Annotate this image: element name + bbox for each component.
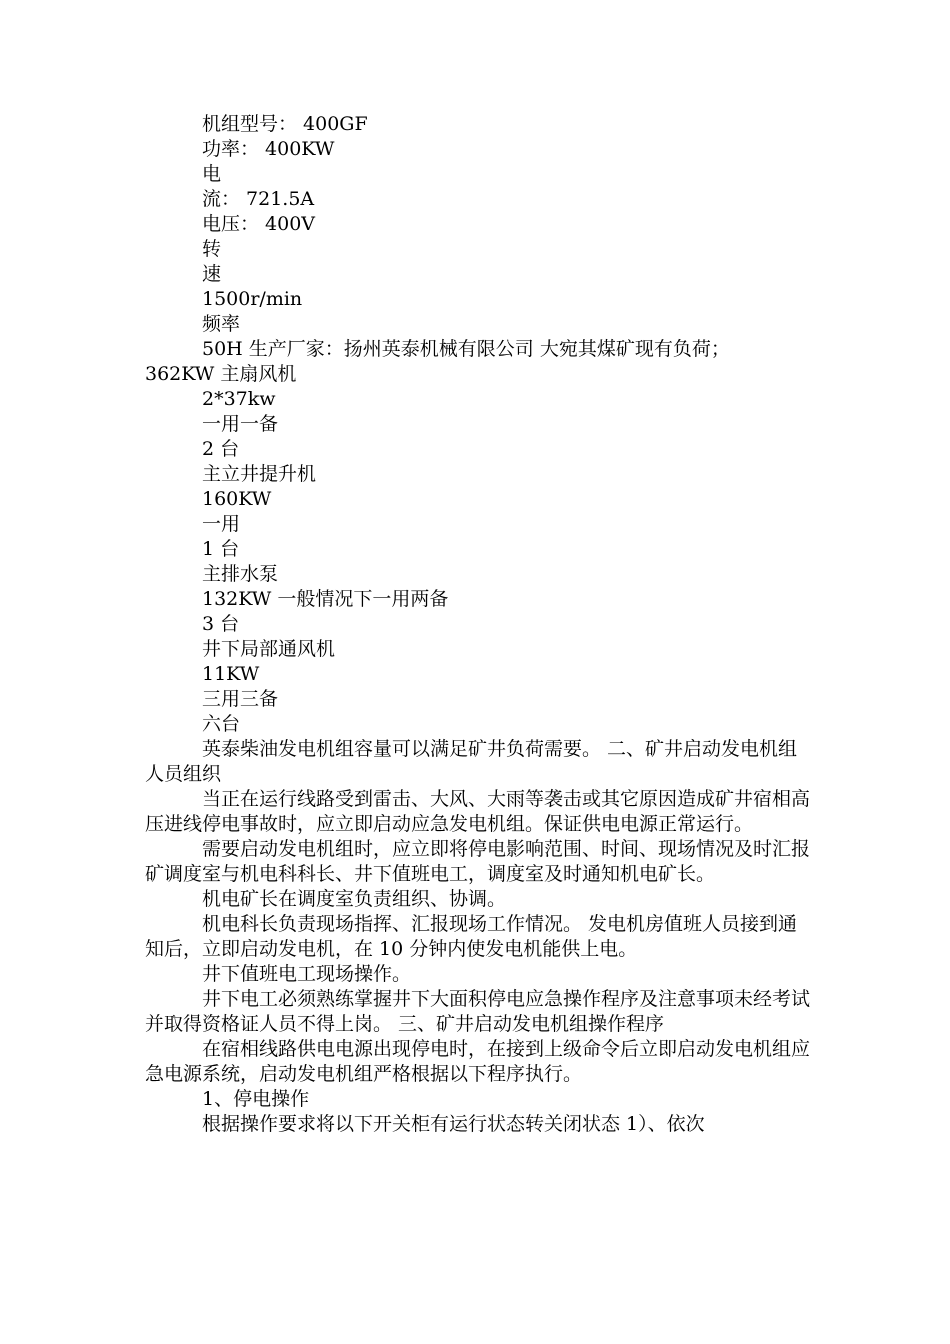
paragraph: 井下电工必须熟练掌握井下大面积停电应急操作程序及注意事项未经考试并取得资格证人员不得上岗。 三、矿井启动发电机组操作程序 [145,988,811,1035]
spec-current: 流： 721.5A [202,188,315,210]
spec-current-label: 电 [202,163,222,185]
paragraph: 在宿相线路供电电源出现停电时，在接到上级命令后立即启动发电机组应急电源系统，启动发电机组严格根据以下程序执行。 [145,1038,811,1085]
manufacturer-line: 50H 生产厂家：扬州英泰机械有限公司 大宛其煤矿现有负荷； [202,338,730,360]
load-line: 2 台 [202,438,240,460]
load-head: 362KW 主扇风机 [145,363,297,385]
spec-speed: 1500r/min [202,288,303,310]
load-line: 六台 [202,713,241,735]
load-line: 1 台 [202,538,240,560]
load-line: 2*37kw [202,388,276,410]
document-body [145,112,815,1137]
load-line: 3 台 [202,613,240,635]
spec-power: 功率： 400KW [202,138,335,160]
paragraph: 机电矿长在调度室负责组织、协调。 [202,888,507,910]
paragraph: 需要启动发电机组时，应立即将停电影响范围、时间、现场情况及时汇报矿调度室与机电科科长、井下值班电工，调度室及时通知机电矿长。 [145,838,811,885]
load-line: 三用三备 [202,688,279,710]
spec-speed-label-2: 速 [202,263,222,285]
spec-voltage: 电压： 400V [202,213,316,235]
load-line: 主排水泵 [202,563,279,585]
load-line: 132KW 一般情况下一用两备 [202,588,449,610]
paragraph: 当正在运行线路受到雷击、大风、大雨等袭击或其它原因造成矿井宿相高压进线停电事故时，应立即启动应急发电机组。保证供电电源正常运行。 [145,788,811,835]
paragraph: 1、停电操作 [202,1088,310,1110]
load-line: 11KW [202,663,260,685]
load-line: 井下局部通风机 [202,638,336,660]
load-line: 主立井提升机 [202,463,317,485]
load-line: 一用 [202,513,241,535]
paragraph: 井下值班电工现场操作。 [202,963,412,985]
spec-frequency-label: 频率 [202,313,241,335]
paragraph: 根据操作要求将以下开关柜有运行状态转关闭状态 1）、依次 [202,1113,705,1135]
load-line: 160KW [202,488,272,510]
load-line: 一用一备 [202,413,279,435]
paragraph: 英泰柴油发电机组容量可以满足矿井负荷需要。 二、矿井启动发电机组人员组织 [145,738,798,785]
spec-model: 机组型号： 400GF [202,113,368,135]
spec-speed-label-1: 转 [202,238,222,260]
paragraph: 机电科长负责现场指挥、汇报现场工作情况。 发电机房值班人员接到通知后，立即启动发电机，在 10 分钟内使发电机能供上电。 [145,913,798,960]
